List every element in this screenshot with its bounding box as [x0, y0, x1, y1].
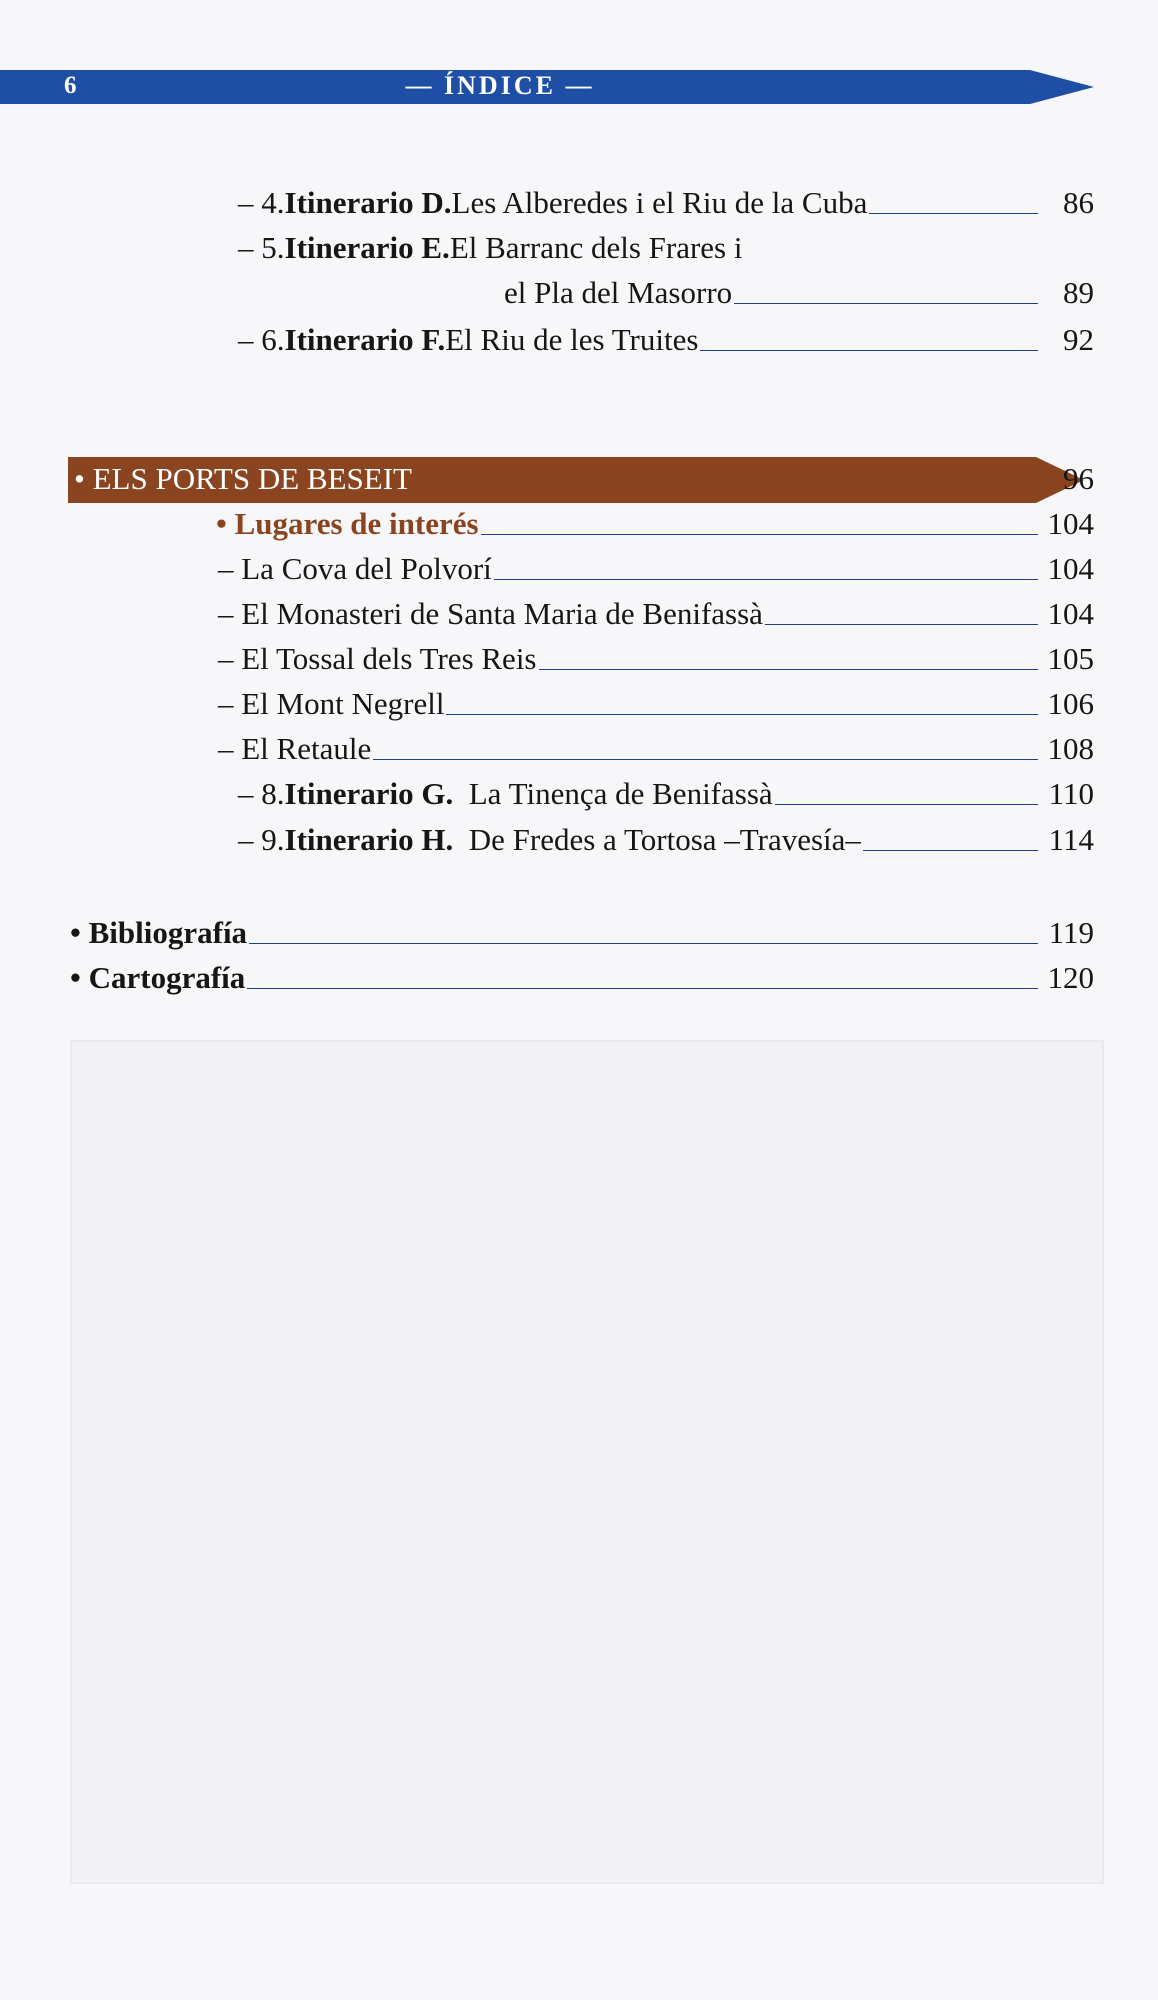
toc-entry-retaule [218, 729, 1094, 769]
toc-prefix: – 8. [238, 776, 285, 811]
toc-title: – La Cova del Polvorí [218, 551, 492, 586]
toc-page-number: 114 [1048, 822, 1094, 857]
toc-title: El Riu de les Truites [445, 322, 699, 357]
leader-line [869, 212, 1038, 214]
toc-page-number: 104 [1047, 506, 1094, 541]
toc-entry-itinerario-e-continued [504, 273, 1094, 313]
toc-entry-mont-negrell [218, 684, 1094, 724]
toc-bold-label: Itinerario F. [284, 322, 446, 357]
page-number: 6 [64, 72, 77, 99]
toc-bold-label: Itinerario G. [284, 776, 454, 811]
toc-title: – El Monasteri de Santa Maria de Benifassà [218, 596, 763, 631]
toc-entry-bibliografia [70, 913, 1094, 953]
toc-title: De Fredes a Tortosa –Travesía– [453, 822, 861, 857]
toc-title: • Cartografía [70, 960, 246, 995]
toc-page-number: 86 [1063, 185, 1094, 220]
header-arrow [1030, 70, 1094, 104]
leader-line [734, 302, 1038, 304]
page-title: — ÍNDICE — [405, 71, 595, 100]
toc-page-number: 120 [1047, 960, 1094, 995]
toc-entry-itinerario-f [238, 320, 1094, 360]
toc-title: el Pla del Masorro [504, 275, 733, 310]
toc-entry-tossal [218, 639, 1094, 679]
toc-entry-cova-polvori [218, 549, 1094, 589]
toc-page-number: 104 [1047, 551, 1094, 586]
toc-page-number: 119 [1048, 915, 1094, 950]
toc-entry-itinerario-h [238, 820, 1094, 860]
toc-entry-lugares [216, 504, 1094, 544]
section-title: • ELS PORTS DE BESEIT [74, 461, 412, 496]
toc-prefix: – 4. [238, 185, 285, 220]
leader-line [863, 849, 1038, 851]
toc-title: – El Retaule [218, 731, 372, 766]
toc-page-number: 104 [1047, 596, 1094, 631]
leader-line [373, 758, 1038, 760]
toc-title: El Barranc dels Frares i [449, 230, 743, 265]
toc-subsection-label: • Lugares de interés [216, 506, 479, 541]
toc-entry-itinerario-e [238, 228, 1094, 268]
section-page-number: 96 [1063, 461, 1094, 496]
leader-line [775, 803, 1038, 805]
toc-prefix: – 9. [238, 822, 285, 857]
toc-entry-itinerario-g [238, 774, 1094, 814]
leader-line [249, 942, 1038, 944]
toc-title: – El Tossal dels Tres Reis [218, 641, 537, 676]
toc-entry-itinerario-d [238, 183, 1094, 223]
leader-line [765, 623, 1038, 625]
toc-title: – El Mont Negrell [218, 686, 445, 721]
toc-entry-cartografia [70, 958, 1094, 998]
leader-line [700, 349, 1038, 351]
leader-line [446, 713, 1038, 715]
toc-page-number: 105 [1047, 641, 1094, 676]
toc-page-number: 108 [1047, 731, 1094, 766]
background-bleed [70, 1040, 1104, 1884]
toc-bold-label: Itinerario D. [284, 185, 452, 220]
toc-title: • Bibliografía [70, 915, 248, 950]
toc-bold-label: Itinerario H. [284, 822, 454, 857]
leader-line [494, 578, 1038, 580]
toc-page-number: 106 [1047, 686, 1094, 721]
toc-bold-label: Itinerario E. [284, 230, 450, 265]
toc-title: Les Alberedes i el Riu de la Cuba [451, 185, 868, 220]
toc-prefix: – 6. [238, 322, 285, 357]
toc-page-number: 110 [1048, 776, 1094, 811]
leader-line [539, 668, 1039, 670]
toc-page-number: 89 [1063, 275, 1094, 310]
toc-page-number: 92 [1063, 322, 1094, 357]
leader-line [481, 533, 1038, 535]
toc-entry-monasteri [218, 594, 1094, 634]
leader-line [247, 987, 1038, 989]
toc-title: La Tinença de Benifassà [453, 776, 773, 811]
toc-prefix: – 5. [238, 230, 285, 265]
